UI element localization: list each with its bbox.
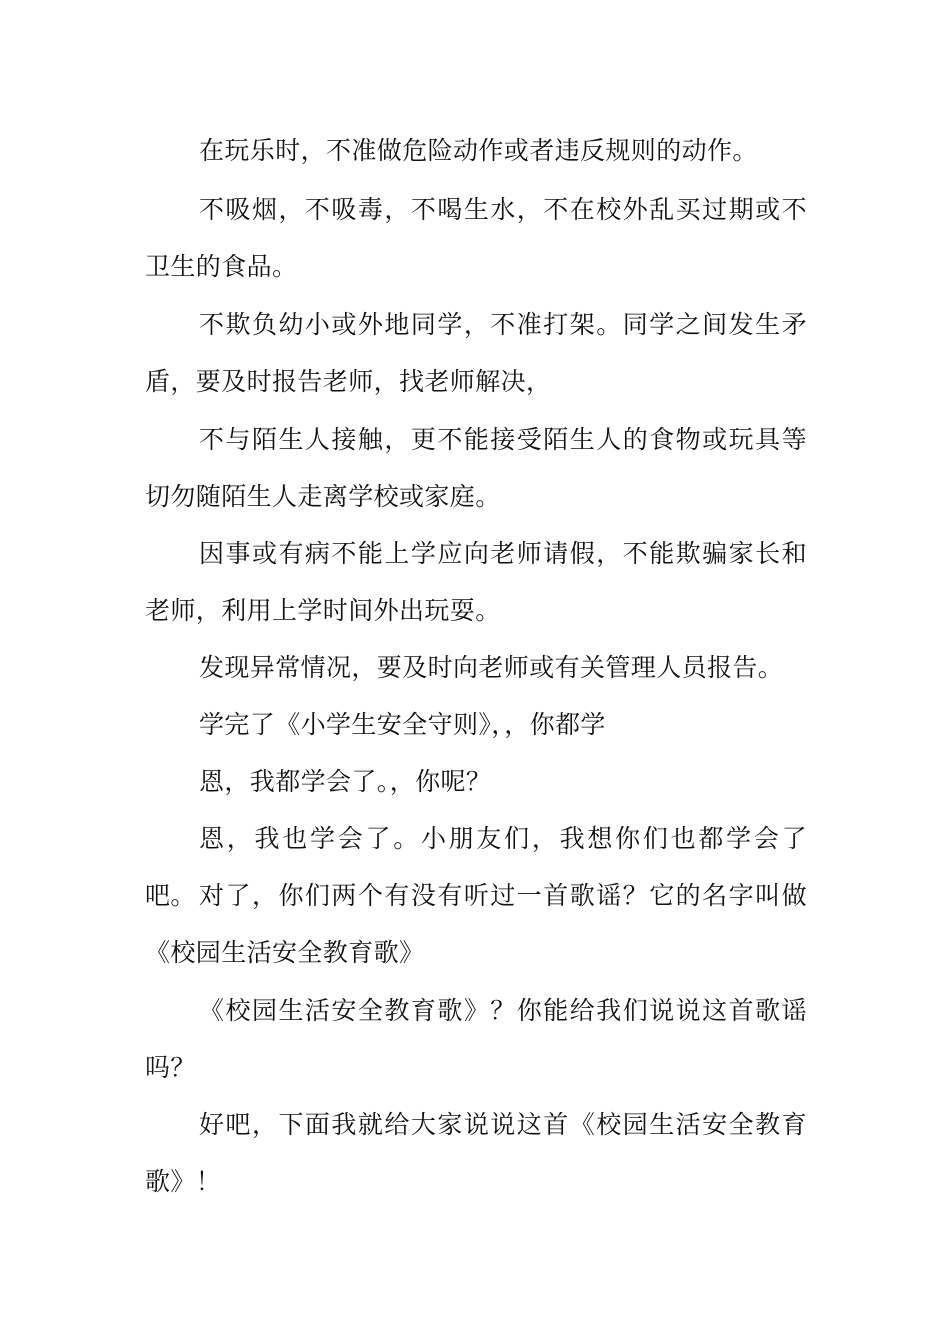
paragraph: 因事或有病不能上学应向老师请假，不能欺骗家长和老师，利用上学时间外出玩耍。 — [145, 539, 807, 625]
paragraph: 发现异常情况，要及时向老师或有关管理人员报告。 — [199, 653, 784, 682]
paragraph: 不欺负幼小或外地同学，不准打架。同学之间发生矛盾，要及时报告老师，找老师解决， — [145, 310, 807, 396]
paragraph: 《校园生活安全教育歌》？你能给我们说说这首歌谣吗？ — [145, 996, 807, 1082]
paragraph: 好吧，下面我就给大家说说这首《校园生活安全教育歌》！ — [145, 1110, 807, 1196]
paragraph: 在玩乐时，不准做危险动作或者违反规则的动作。 — [199, 136, 758, 165]
paragraph: 对了，你们两个有没有听过一首歌谣？它的名字叫做《校园生活安全教育歌》 — [145, 881, 807, 967]
paragraph: 不吸烟，不吸毒，不喝生水，不在校外乱买过期或不卫生的食品。 — [145, 195, 807, 281]
paragraph: 恩，我也学会了。小朋友们，我想你们也都学会了吧。 — [145, 824, 807, 910]
paragraph: 学完了《小学生安全守则》，，你都学 — [199, 710, 606, 739]
paragraph: 不与陌生人接触，更不能接受陌生人的食物或玩具等切勿随陌生人走离学校或家庭。 — [145, 425, 807, 511]
paragraph: 恩，我都学会了。，你呢？ — [199, 767, 492, 796]
